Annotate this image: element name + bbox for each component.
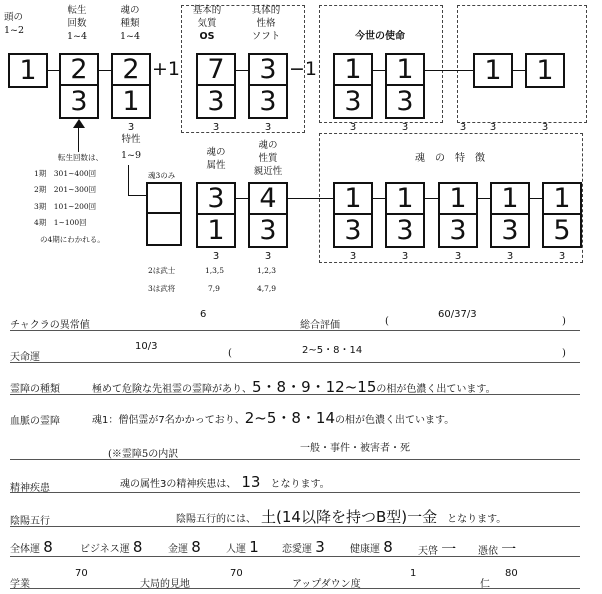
soul3-box [146, 182, 182, 246]
luck-possession: 憑依 一 [478, 540, 517, 558]
chakra-label: チャクラの異常値 [10, 320, 90, 331]
mission-box-1: 1 3 [333, 53, 373, 119]
rebirth-period-3: 3期 101~200回 [34, 202, 97, 211]
mission-box-2: 1 3 [385, 53, 425, 119]
chakra-value: 6 [200, 309, 207, 320]
feature-box-3: 1 3 [438, 182, 478, 248]
study-label: 学業 [10, 579, 30, 590]
feature-box-2: 1 3 [385, 182, 425, 248]
fate-value: 10/3 [135, 341, 158, 352]
rebirth-period-1: 1期 301~400回 [34, 169, 97, 178]
soul-type-box: 2 1 [111, 53, 151, 119]
luck-business: ビジネス運 8 [80, 538, 143, 556]
right-box-2: 1 [525, 53, 565, 88]
label-basic: 基本的 気質 OS [192, 5, 222, 42]
fate-label: 天命運 [10, 352, 40, 363]
benevolence-label: 仁 [480, 579, 490, 590]
luck-revelation: 天啓 一 [418, 540, 457, 558]
warrior-nature: 1,2,3 [257, 266, 277, 275]
mental-label: 精神疾患 [10, 483, 50, 494]
head-box: 1 [8, 53, 48, 88]
blood-label: 血脈の霊障 [10, 416, 60, 427]
perspective-value: 70 [230, 568, 243, 579]
soul-attr-box: 3 1 [196, 182, 236, 248]
yinyang-label: 陰陽五行 [10, 516, 50, 527]
rebirth-arrow [78, 126, 79, 152]
breakdown-items: 一般・事件・被害者・死 [300, 443, 410, 454]
rebirth-period-4: 4期 1~100回 [34, 218, 87, 227]
label-rebirth: 転生 回数 1~4 [66, 5, 88, 42]
breakdown-label: (※霊障5の内訳 [108, 449, 179, 460]
luck-people: 人運 1 [226, 538, 259, 556]
concrete-box: 3 3 [248, 53, 288, 119]
updown-value: 1 [410, 568, 417, 579]
yinyang-text: 陰陽五行的には、 土(14以降を持つB型)一金 となります。 [176, 508, 507, 526]
label-concrete: 具体的 性格 ソフト [251, 5, 281, 42]
rebirth-note-title: 転生回数は、 [58, 153, 103, 162]
perspective-label: 大局的見地 [140, 579, 190, 590]
feature-box-5: 1 5 [542, 182, 582, 248]
right-box-1: 1 [473, 53, 513, 88]
general-nature: 4,7,9 [257, 284, 277, 293]
warrior-attr: 1,3,5 [205, 266, 225, 275]
warrior-label: 2は武士 [148, 266, 176, 275]
label-soul-features: 魂 の 特 徴 [415, 153, 485, 164]
label-soul-type: 魂の 種類 1~4 [119, 5, 141, 42]
feature-box-1: 1 3 [333, 182, 373, 248]
luck-overall: 全体運 8 [10, 538, 53, 556]
overall-value: 60/37/3 [438, 309, 477, 320]
mental-text: 魂の属性3の精神疾患は、 13 となります。 [120, 473, 330, 491]
label-soul-attr: 魂の 属性 [206, 147, 226, 171]
rebirth-box: 2 3 [59, 53, 99, 119]
updown-label: アップダウン度 [292, 579, 361, 590]
luck-money: 金運 8 [168, 538, 201, 556]
overall-label: 総合評価 [300, 320, 340, 331]
general-label: 3は武将 [148, 284, 176, 293]
label-trait: 特性 1~9 [120, 134, 142, 161]
luck-health: 健康運 8 [350, 538, 393, 556]
basic-box: 7 3 [196, 53, 236, 119]
minus-one: −1 [289, 58, 318, 80]
obstacle-text: 極めて危険な先祖霊の霊障があり、5・8・9・12~15の相が色濃く出ています。 [92, 378, 496, 396]
fate-detail: 2~5・8・14 [302, 345, 363, 356]
label-soul-nature: 魂の 性質 親近性 [253, 140, 283, 177]
label-mission: 今世の使命 [355, 31, 405, 42]
rebirth-note-footer: の4期にわかれる。 [40, 235, 105, 244]
rebirth-period-2: 2期 201~300回 [34, 185, 97, 194]
label-soul3-only: 魂3のみ [148, 171, 176, 180]
plus-one: +1 [152, 58, 181, 80]
blood-text: 魂1：僧侶霊が7名かかっており、2~5・8・14の相が色濃く出ています。 [92, 409, 455, 427]
feature-box-4: 1 3 [490, 182, 530, 248]
label-head: 頭の 1~2 [4, 12, 25, 36]
soul-nature-box: 4 3 [248, 182, 288, 248]
luck-love: 恋愛運 3 [282, 538, 325, 556]
benevolence-value: 80 [505, 568, 518, 579]
general-attr: 7,9 [208, 284, 220, 293]
obstacle-label: 霊障の種類 [10, 384, 60, 395]
arrow-up-icon [73, 119, 85, 128]
study-value: 70 [75, 568, 88, 579]
